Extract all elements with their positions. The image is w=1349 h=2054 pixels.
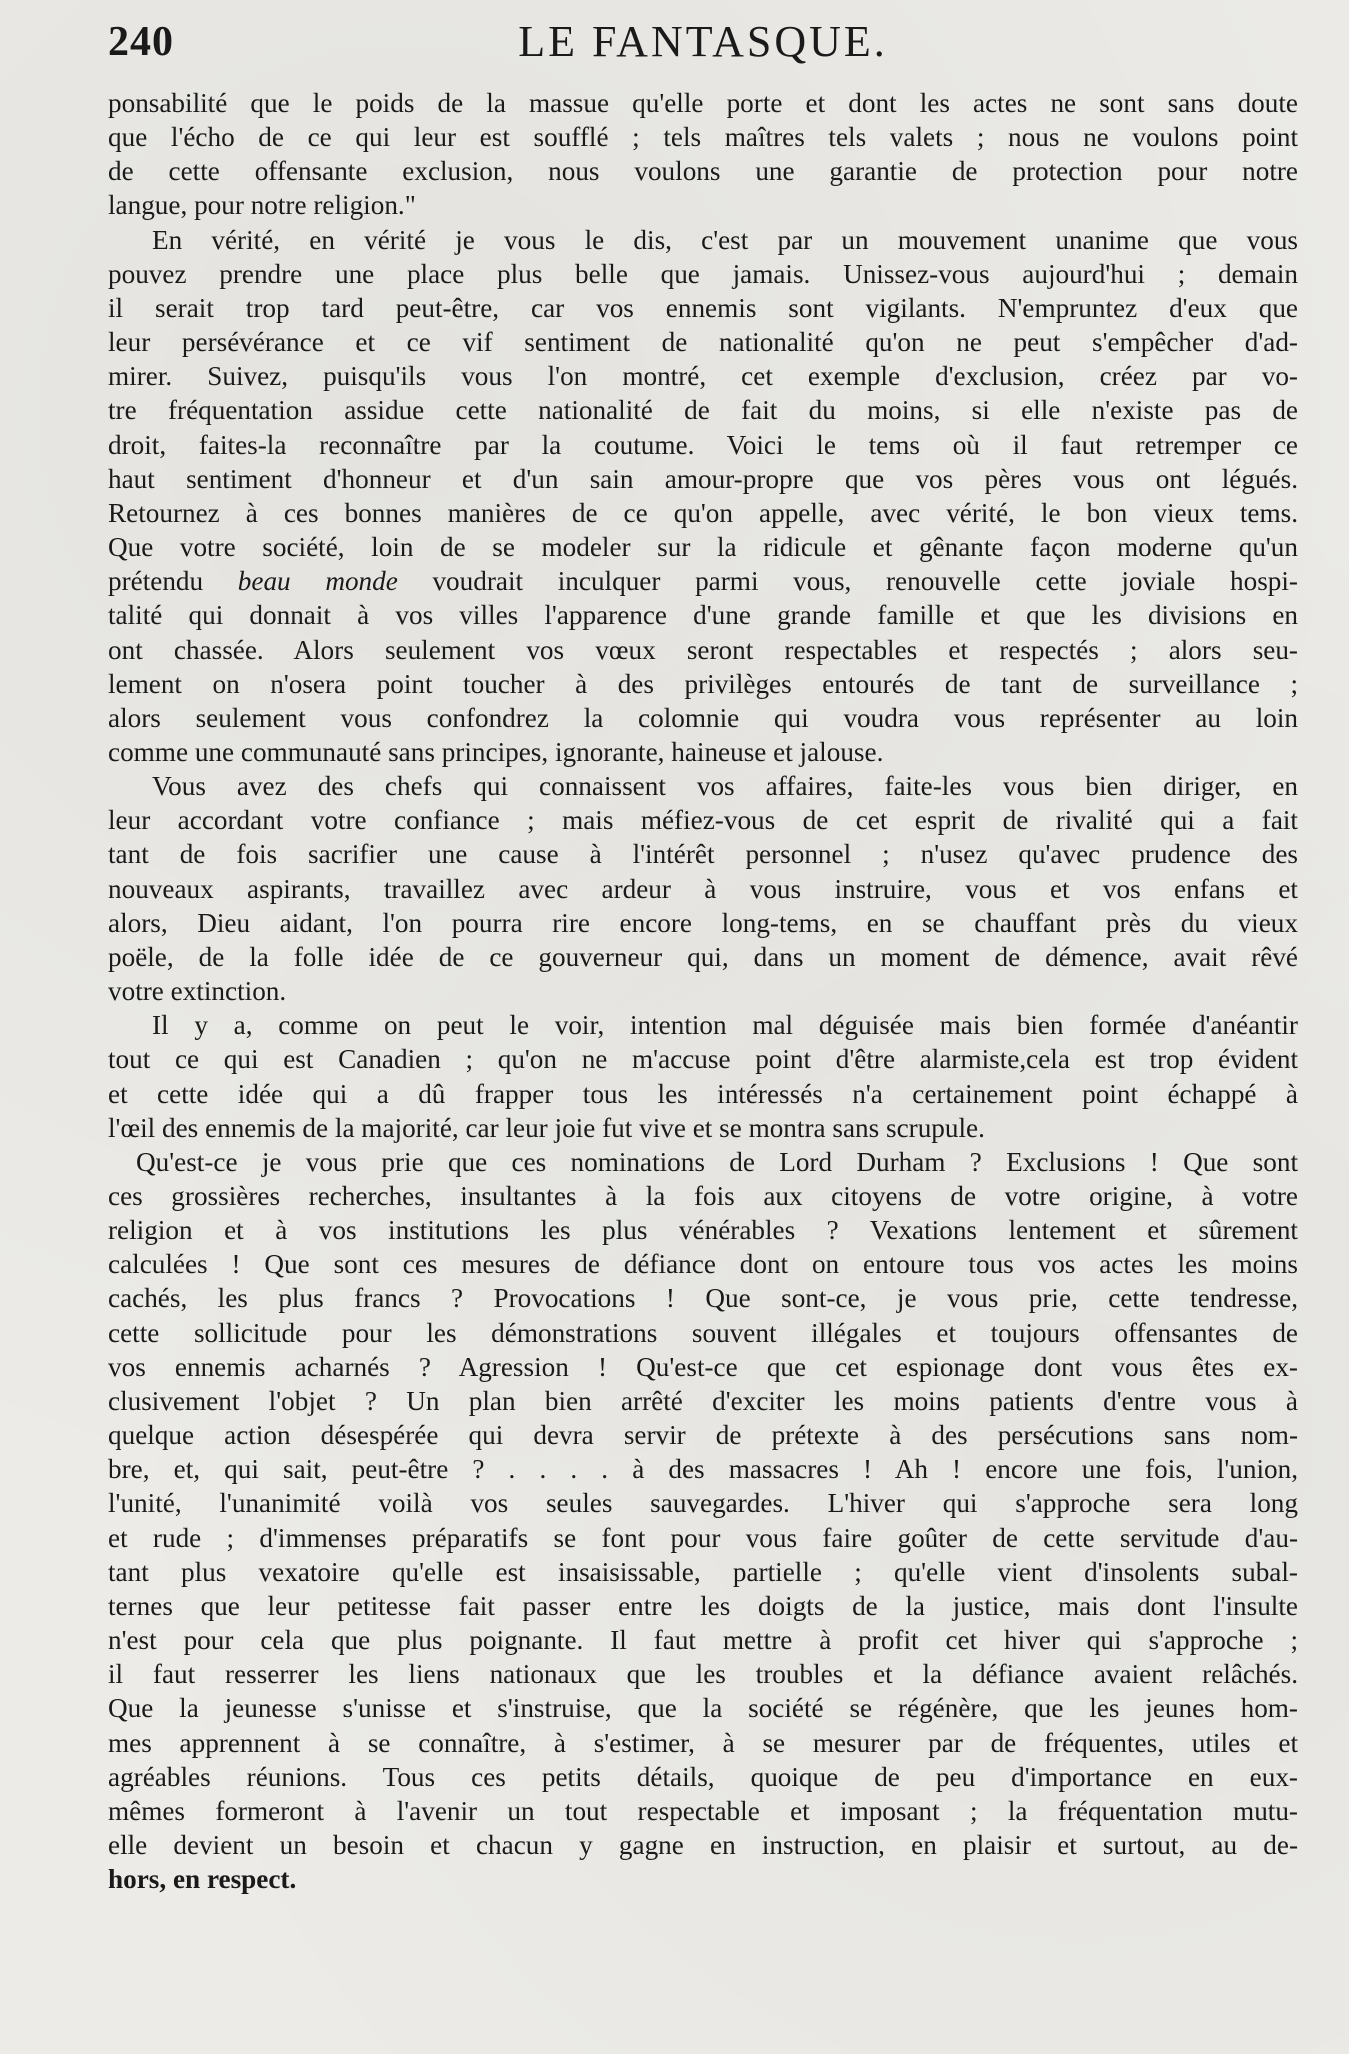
italic-phrase: beau monde [237, 566, 398, 597]
text-line [108, 837, 1298, 871]
text-line [108, 1486, 1298, 1520]
text-fragment: prétendu [108, 566, 238, 597]
text-line [108, 564, 1298, 598]
text-fragment: tant de fois sacrifier une cause à l'intérêt personnel ; n'usez qu'avec prudence des [108, 839, 1298, 870]
text-line [108, 120, 1298, 154]
text-line [108, 1247, 1298, 1281]
text-line [108, 1042, 1298, 1076]
text-fragment: haut sentiment d'honneur et d'un sain amour-propre que vos pères vous ont légués. [108, 463, 1298, 494]
text-line [108, 803, 1298, 837]
text-line [108, 1179, 1298, 1213]
text-fragment: Il y a, comme on peut le voir, intention mal déguisée mais bien formée d'anéantir [152, 1010, 1298, 1041]
text-line [108, 1384, 1298, 1418]
text-fragment: pouvez prendre une place plus belle que jamais. Unissez-vous aujourd'hui ; demain [108, 258, 1298, 289]
text-fragment: agréables réunions. Tous ces petits détails, quoique de peu d'importance en eux- [108, 1761, 1298, 1792]
text-fragment: que l'écho de ce qui leur est soufflé ; tels maîtres tels valets ; nous ne voulons point [108, 122, 1298, 153]
text-fragment: n'est pour cela que plus poignante. Il faut mettre à profit cet hiver qui s'approche ; [108, 1625, 1298, 1656]
text-fragment: votre extinction. [108, 976, 287, 1007]
text-fragment: Que la jeunesse s'unisse et s'instruise, que la société se régénère, que les jeunes hom- [108, 1693, 1298, 1724]
text-fragment: En vérité, en vérité je vous le dis, c'est par un mouvement unanime que vous [152, 224, 1298, 255]
text-fragment: Qu'est-ce je vous prie que ces nominations de Lord Durham ? Exclusions ! Que sont [136, 1146, 1298, 1177]
page-header [108, 12, 1298, 82]
text-fragment: droit, faites-la reconnaître par la coutume. Voici le tems où il faut retremper ce [108, 429, 1298, 460]
text-fragment: talité qui donnait à vos villes l'apparence d'une grande famille et que les divisions en [108, 600, 1298, 631]
text-fragment: et rude ; d'immenses préparatifs se font pour vous faire goûter de cette servitude d'au- [108, 1522, 1298, 1553]
text-fragment: il serait trop tard peut-être, car vos ennemis sont vigilants. N'empruntez d'eux que [108, 292, 1298, 323]
text-fragment: tant plus vexatoire qu'elle est insaisissable, partielle ; qu'elle vient d'insolents subal- [108, 1556, 1298, 1587]
text-line [108, 1589, 1298, 1623]
text-fragment: l'œil des ennemis de la majorité, car leur joie fut vive et se montra sans scrupule. [108, 1112, 985, 1143]
text-line [108, 462, 1298, 496]
text-line [108, 872, 1298, 906]
page-number: 240 [108, 19, 174, 65]
text-fragment: cette sollicitude pour les démonstrations souvent illégales et toujours offensantes de [108, 1317, 1298, 1348]
text-fragment: ternes que leur petitesse fait passer entre les doigts de la justice, mais dont l'insulte [108, 1590, 1298, 1621]
text-fragment: religion et à vos institutions les plus vénérables ? Vexations lentement et sûrement [108, 1215, 1298, 1246]
text-fragment: mes apprennent à se connaître, à s'estimer, à se mesurer par de fréquentes, utiles et [108, 1727, 1298, 1758]
text-fragment: Vous avez des chefs qui connaissent vos affaires, faite-les vous bien diriger, en [152, 771, 1298, 802]
text-line [108, 1862, 1298, 1896]
text-fragment: clusivement l'objet ? Un plan bien arrêté d'exciter les moins patients d'entre vous à [108, 1385, 1298, 1416]
text-fragment: hors, en respect. [108, 1864, 297, 1895]
text-line [108, 633, 1298, 667]
text-line [108, 1111, 1298, 1145]
text-line [108, 1316, 1298, 1350]
text-fragment: il faut resserrer les liens nationaux que les troubles et la défiance avaient relâchés. [108, 1659, 1298, 1690]
text-fragment: tre fréquentation assidue cette nationalité de fait du moins, si elle n'existe pas de [108, 395, 1298, 426]
text-line [108, 598, 1298, 632]
text-fragment: bre, et, qui sait, peut-être ? . . . . à des massacres ! Ah ! encore une fois, l'union, [108, 1454, 1298, 1485]
text-line [108, 1350, 1298, 1384]
text-line [108, 1691, 1298, 1725]
text-line [108, 1418, 1298, 1452]
text-line [108, 1213, 1298, 1247]
article-body [108, 86, 1298, 1896]
text-line [108, 223, 1298, 257]
text-line [108, 940, 1298, 974]
text-fragment: comme une communauté sans principes, ignorante, haineuse et jalouse. [108, 736, 884, 767]
text-line [108, 906, 1298, 940]
text-fragment: mêmes formeront à l'avenir un tout respectable et imposant ; la fréquentation mutu- [108, 1795, 1298, 1826]
text-fragment: tout ce qui est Canadien ; qu'on ne m'accuse point d'être alarmiste,cela est trop évident [108, 1044, 1298, 1075]
text-line [108, 1281, 1298, 1315]
text-fragment: nouveaux aspirants, travaillez avec ardeur à vous instruire, vous et vos enfans et [108, 873, 1298, 904]
text-line [108, 769, 1298, 803]
text-fragment: mirer. Suivez, puisqu'ils vous l'on montré, cet exemple d'exclusion, créez par vo- [108, 361, 1298, 392]
text-line [108, 701, 1298, 735]
text-line [108, 530, 1298, 564]
text-line [108, 1145, 1298, 1179]
text-line [108, 257, 1298, 291]
text-line [108, 1794, 1298, 1828]
text-line [108, 496, 1298, 530]
text-line [108, 1008, 1298, 1042]
text-fragment: poële, de la folle idée de ce gouverneur qui, dans un moment de démence, avait rêvé [108, 941, 1298, 972]
text-fragment: voudrait inculquer parmi vous, renouvelle cette joviale hospi- [397, 566, 1298, 597]
text-line [108, 1555, 1298, 1589]
text-fragment: alors, Dieu aidant, l'on pourra rire encore long-tems, en se chauffant près du vieux [108, 907, 1298, 938]
text-line [108, 428, 1298, 462]
text-fragment: quelque action désespérée qui devra servir de prétexte à des persécutions sans nom- [108, 1420, 1298, 1451]
text-line [108, 1623, 1298, 1657]
text-line [108, 325, 1298, 359]
text-fragment: ponsabilité que le poids de la massue qu'elle porte et dont les actes ne sont sans doute [108, 88, 1298, 118]
text-line [108, 393, 1298, 427]
text-line [108, 667, 1298, 701]
text-line [108, 291, 1298, 325]
text-fragment: calculées ! Que sont ces mesures de défiance dont on entoure tous vos actes les moins [108, 1249, 1298, 1280]
text-fragment: alors seulement vous confondrez la colomnie qui voudra vous représenter au loin [108, 702, 1298, 733]
text-fragment: ces grossières recherches, insultantes à la fois aux citoyens de votre origine, à votre [108, 1181, 1298, 1211]
text-line [108, 359, 1298, 393]
text-fragment: elle devient un besoin et chacun y gagne en instruction, en plaisir et surtout, au de- [108, 1829, 1298, 1860]
text-fragment: de cette offensante exclusion, nous voulons une garantie de protection pour notre [108, 156, 1298, 187]
text-fragment: et cette idée qui a dû frapper tous les intéressés n'a certainement point échappé à [108, 1078, 1298, 1109]
text-line [108, 86, 1298, 120]
text-fragment: l'unité, l'unanimité voilà vos seules sauvegardes. L'hiver qui s'approche sera long [108, 1488, 1298, 1519]
text-line [108, 1077, 1298, 1111]
text-line [108, 1760, 1298, 1794]
text-fragment: ont chassée. Alors seulement vos vœux seront respectables et respectés ; alors seu- [108, 634, 1298, 665]
text-fragment: leur persévérance et ce vif sentiment de nationalité qu'on ne peut s'empêcher d'ad- [108, 327, 1298, 358]
text-line [108, 1657, 1298, 1691]
text-line [108, 1828, 1298, 1862]
text-fragment: Retournez à ces bonnes manières de ce qu'on appelle, avec vérité, le bon vieux tems. [108, 497, 1298, 528]
running-title: LE FANTASQUE. [518, 17, 888, 66]
text-fragment: langue, pour notre religion." [108, 190, 416, 221]
text-fragment: vos ennemis acharnés ? Agression ! Qu'est-ce que cet espionage dont vous êtes ex- [108, 1351, 1298, 1382]
text-line [108, 974, 1298, 1008]
text-line [108, 154, 1298, 188]
text-fragment: lement on n'osera point toucher à des privilèges entourés de tant de surveillance ; [108, 668, 1298, 699]
text-fragment: cachés, les plus francs ? Provocations ! Que sont-ce, je vous prie, cette tendresse, [108, 1283, 1298, 1314]
text-line [108, 188, 1298, 222]
text-fragment: Que votre société, loin de se modeler sur la ridicule et gênante façon moderne qu'un [108, 532, 1298, 563]
text-fragment: leur accordant votre confiance ; mais méfiez-vous de cet esprit de rivalité qui a fait [108, 805, 1298, 836]
text-line [108, 735, 1298, 769]
text-line [108, 1452, 1298, 1486]
text-line [108, 1521, 1298, 1555]
text-line [108, 1726, 1298, 1760]
